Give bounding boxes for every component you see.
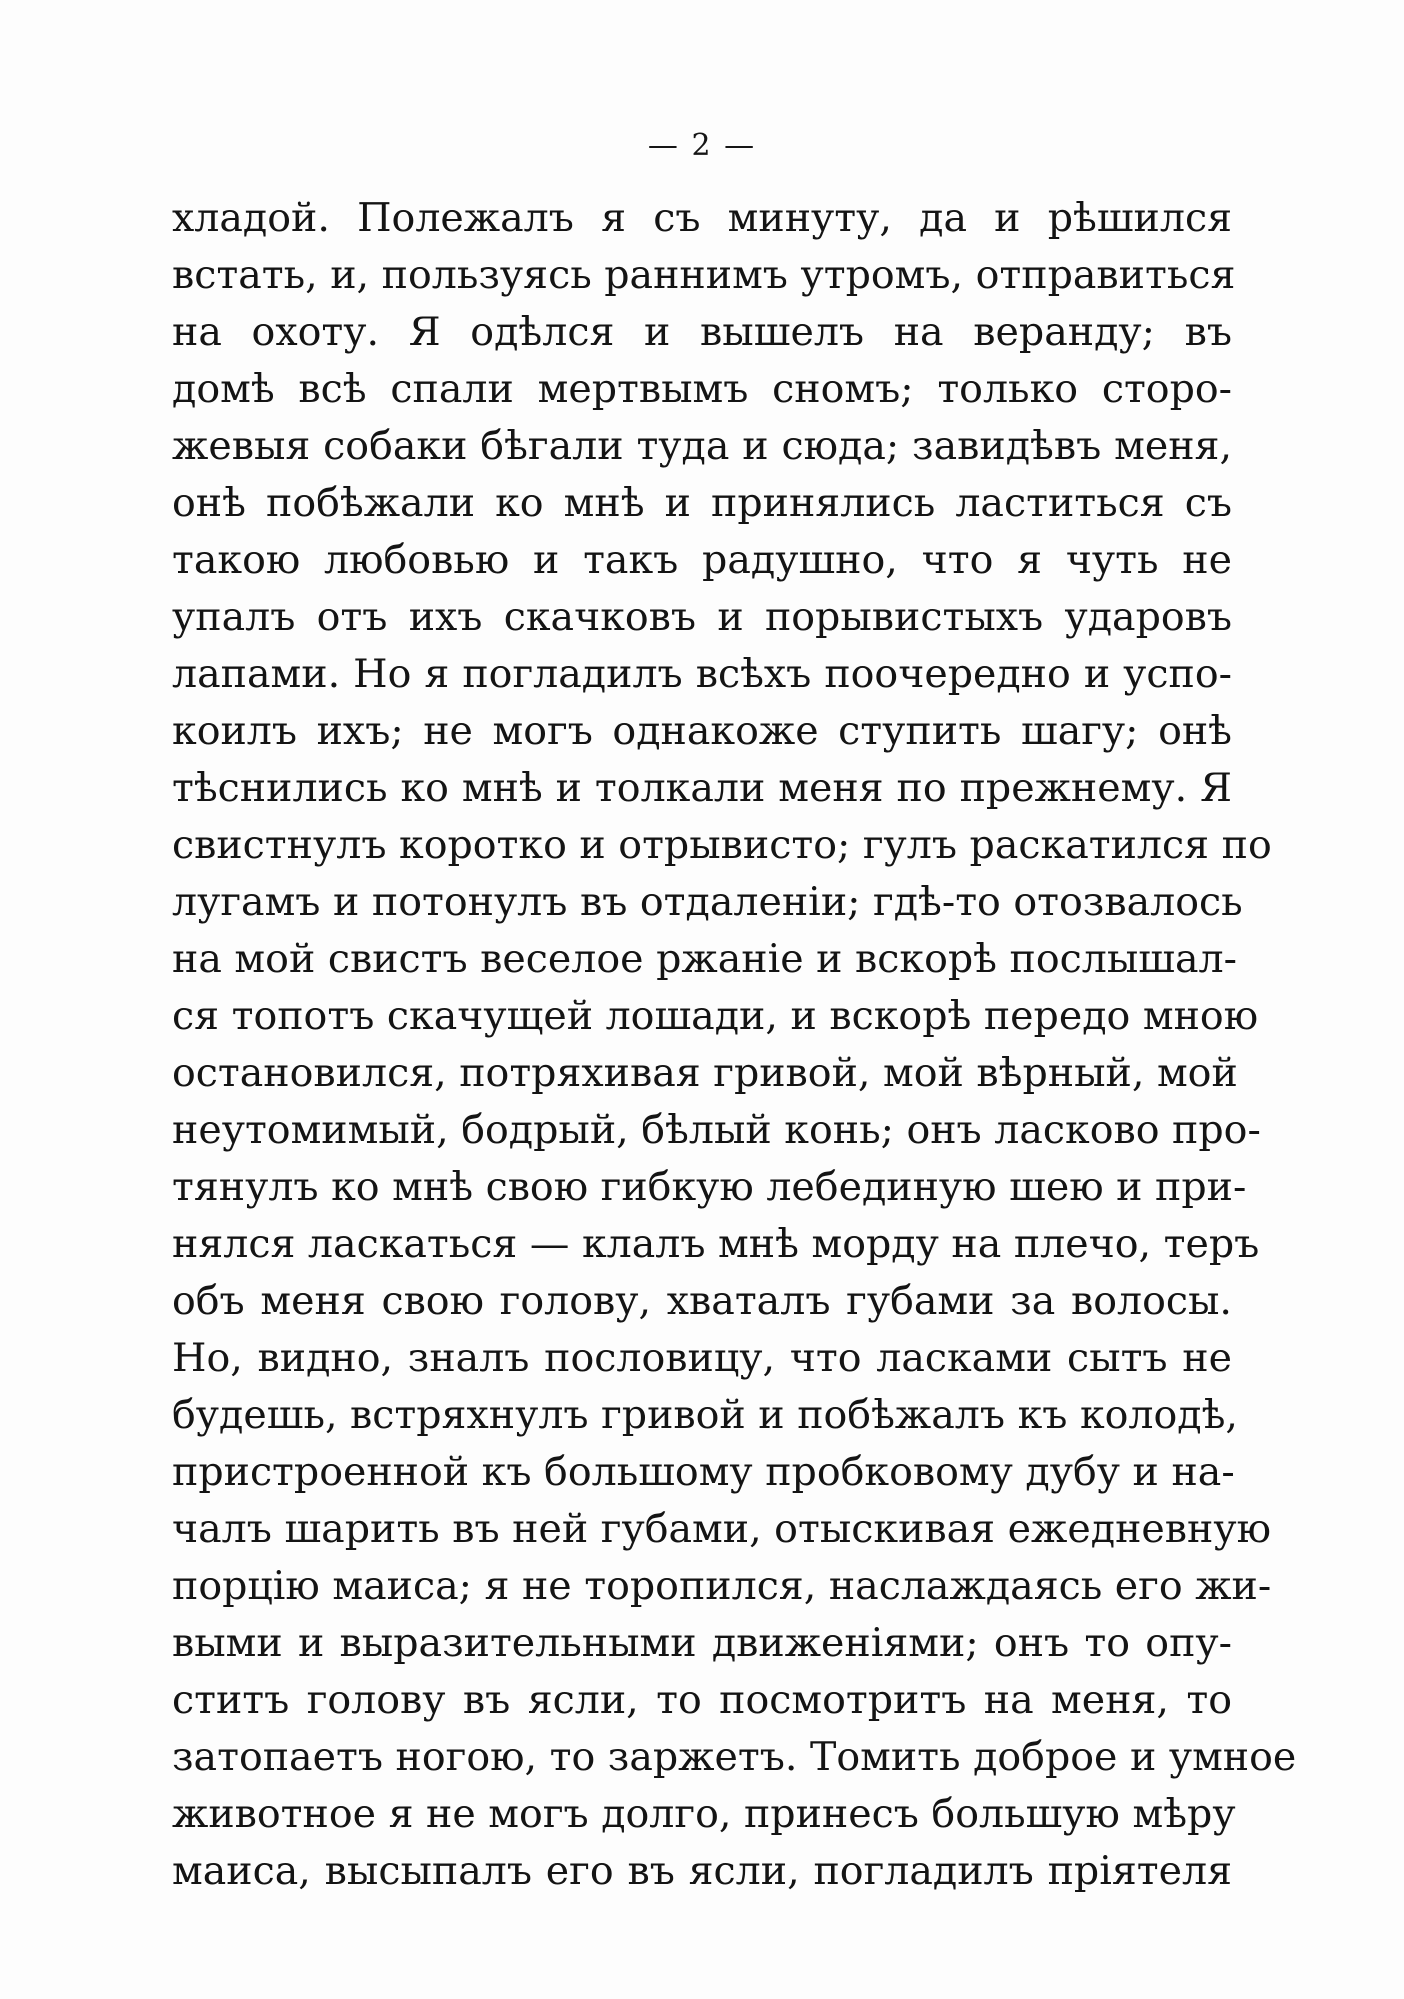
page-number: — 2 — [647, 128, 757, 163]
text-line: ститъ голову въ ясли, то посмотритъ на меня, то [172, 1677, 1232, 1723]
text-line: встать, и, пользуясь раннимъ утромъ, отправиться [172, 252, 1236, 298]
text-line: тянулъ ко мнѣ свою гибкую лебединую шею и при- [172, 1164, 1247, 1210]
text-line: тѣснились ко мнѣ и толкали меня по прежнему. Я [172, 765, 1232, 811]
text-line: выми и выразительными движеніями; онъ то опу- [172, 1620, 1232, 1666]
text-line: объ меня свою голову, хваталъ губами за волосы. [172, 1278, 1232, 1324]
text-line: чалъ шарить въ ней губами, отыскивая ежедневную [172, 1506, 1271, 1552]
text-line: лугамъ и потонулъ въ отдаленіи; гдѣ-то отозвалось [172, 879, 1243, 925]
text-line: Но, видно, зналъ пословицу, что ласками сытъ не [172, 1335, 1232, 1381]
text-line: ся топотъ скачущей лошади, и вскорѣ передо мною [172, 993, 1259, 1039]
text-line: домѣ всѣ спали мертвымъ сномъ; только сторо- [172, 366, 1232, 412]
text-line: нялся ласкаться — клалъ мнѣ морду на плечо, теръ [172, 1221, 1260, 1267]
text-line: свистнулъ коротко и отрывисто; гулъ раскатился по [172, 822, 1272, 868]
text-line: такою любовью и такъ радушно, что я чуть не [172, 537, 1232, 583]
text-line: лапами. Но я погладилъ всѣхъ поочередно и успо- [172, 651, 1232, 697]
text-line: онѣ побѣжали ко мнѣ и принялись ластиться съ [172, 480, 1232, 526]
text-line: хладой. Полежалъ я съ минуту, да и рѣшился [172, 195, 1232, 241]
text-line: маиса, высыпалъ его въ ясли, погладилъ пріятеля [172, 1848, 1232, 1894]
text-line: коилъ ихъ; не могъ однакоже ступить шагу; онѣ [172, 708, 1232, 754]
text-line: порцію маиса; я не торопился, наслаждаясь его жи- [172, 1563, 1272, 1609]
text-line: животное я не могъ долго, принесъ большую мѣру [172, 1791, 1236, 1837]
text-line: жевыя собаки бѣгали туда и сюда; завидѣвъ меня, [172, 423, 1232, 469]
text-line: остановился, потряхивая гривой, мой вѣрный, мой [172, 1050, 1238, 1096]
text-line: пристроенной къ большому пробковому дубу и на- [172, 1449, 1235, 1495]
text-line: будешь, встряхнулъ гривой и побѣжалъ къ колодѣ, [172, 1392, 1238, 1438]
text-line: на охоту. Я одѣлся и вышелъ на веранду; въ [172, 309, 1232, 355]
text-line: на мой свистъ веселое ржаніе и вскорѣ послышал- [172, 936, 1237, 982]
text-line: затопаетъ ногою, то заржетъ. Томить доброе и умное [172, 1734, 1297, 1780]
text-line: неутомимый, бодрый, бѣлый конь; онъ ласково про- [172, 1107, 1261, 1153]
text-line: упалъ отъ ихъ скачковъ и порывистыхъ ударовъ [172, 594, 1232, 640]
body-text [172, 190, 1297, 1900]
